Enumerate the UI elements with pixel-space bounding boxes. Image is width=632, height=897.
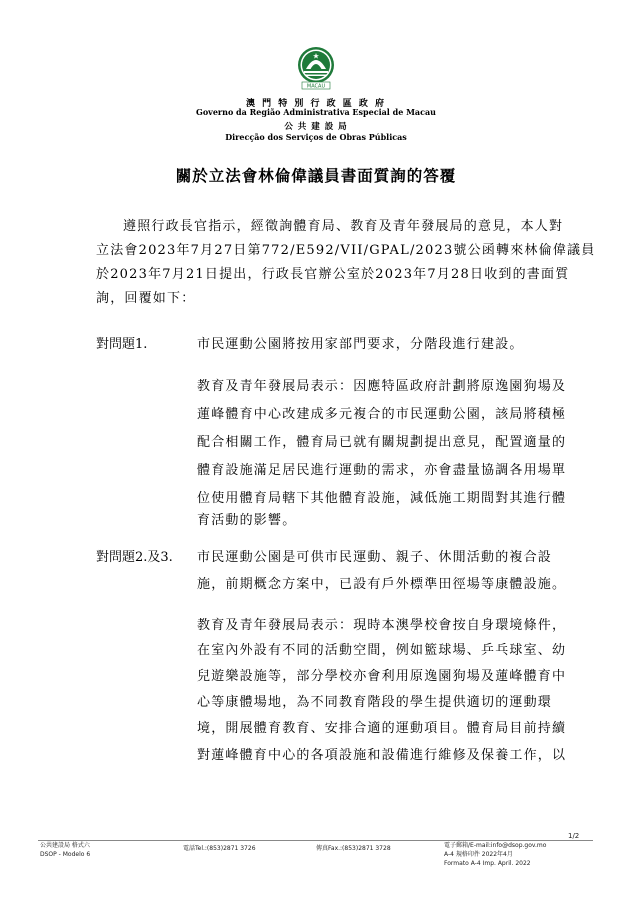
footer-email: 電子郵箱/E-mail:info@dsop.gov.mo <box>444 842 547 849</box>
intro-line: 於2023年7月21日提出，行政長官辦公室於2023年7月28日收到的書面質 <box>96 267 570 282</box>
page-number: 1/2 <box>568 832 580 840</box>
answer-line: 心等康體場地，為不同教育階段的學生提供適切的運動環 <box>197 695 553 710</box>
question-label: 對問題2.及3. <box>96 550 173 565</box>
footer-tel: 電話Tel.:(853)2871 3726 <box>183 845 256 852</box>
answer-line: 市民運動公園將按用家部門要求，分階段進行建設。 <box>197 337 524 352</box>
answer-line: 市民運動公園是可供市民運動、親子、休閒活動的複合設 <box>197 550 553 565</box>
document-title: 關於立法會林倫偉議員書面質詢的答覆 <box>175 166 457 185</box>
footer-form-cn: 公共建設局 格式六 <box>40 842 90 849</box>
footer-form-pt: DSOP - Modelo 6 <box>40 851 91 858</box>
intro-line: 遵照行政長官指示，經徵詢體育局、教育及青年發展局的意見，本人對 <box>123 219 564 234</box>
answer-line: 境，開展體育教育、安排合適的運動項目。體育局目前持續 <box>197 721 567 736</box>
footer-format: Formato A-4 Imp. April. 2022 <box>444 860 531 867</box>
header-government-pt: Governo da Região Administrativa Especial de Macau <box>196 107 436 117</box>
answer-line: 兒遊樂設施等，部分學校亦會利用原逸園狗場及蓮峰體育中 <box>197 669 567 684</box>
answer-line: 對蓮峰體育中心的各項設施和設備進行維修及保養工作，以 <box>197 748 567 763</box>
footer-divider <box>38 840 593 841</box>
footer-spec: A-4 規格印件 2022年4月 <box>444 851 513 858</box>
header-government-cn: 澳 門 特 別 行 政 區 政 府 <box>245 99 387 109</box>
answer-line: 教育及青年發展局表示：現時本澳學校會按自身環境條件， <box>197 618 567 633</box>
answer-line: 體育設施滿足居民進行運動的需求，亦會盡量協調各用場單 <box>197 463 567 478</box>
answer-line: 育活動的影響。 <box>197 513 297 528</box>
answer-line: 在室內外設有不同的活動空間，例如籃球場、乒乓球室、幼 <box>197 643 567 658</box>
answer-line: 施，前期概念方案中，已設有戶外標準田徑場等康體設施。 <box>197 577 567 592</box>
header-bureau-pt: Direcção dos Serviços de Obras Públicas <box>225 132 407 142</box>
emblem-label: MACAU <box>306 83 326 90</box>
intro-line: 立法會2023年7月27日第772/E592/VII/GPAL/2023號公函轉來林倫偉議員 <box>96 243 596 258</box>
answer-line: 教育及青年發展局表示：因應特區政府計劃將原逸園狗場及 <box>197 379 567 394</box>
footer-fax: 傳真Fax.:(853)2871 3728 <box>316 845 391 852</box>
answer-line: 配合相關工作，體育局已就有關規劃提出意見，配置適量的 <box>197 435 567 450</box>
answer-line: 蓮峰體育中心改建成多元複合的市民運動公園，該局將積極 <box>197 407 567 422</box>
intro-line: 詢，回覆如下： <box>96 291 196 306</box>
question-label: 對問題1. <box>96 337 148 352</box>
macau-emblem-icon <box>294 45 338 91</box>
header-bureau-cn: 公 共 建 設 局 <box>284 122 348 132</box>
answer-line: 位使用體育局轄下其他體育設施，減低施工期間對其進行體 <box>197 491 567 506</box>
